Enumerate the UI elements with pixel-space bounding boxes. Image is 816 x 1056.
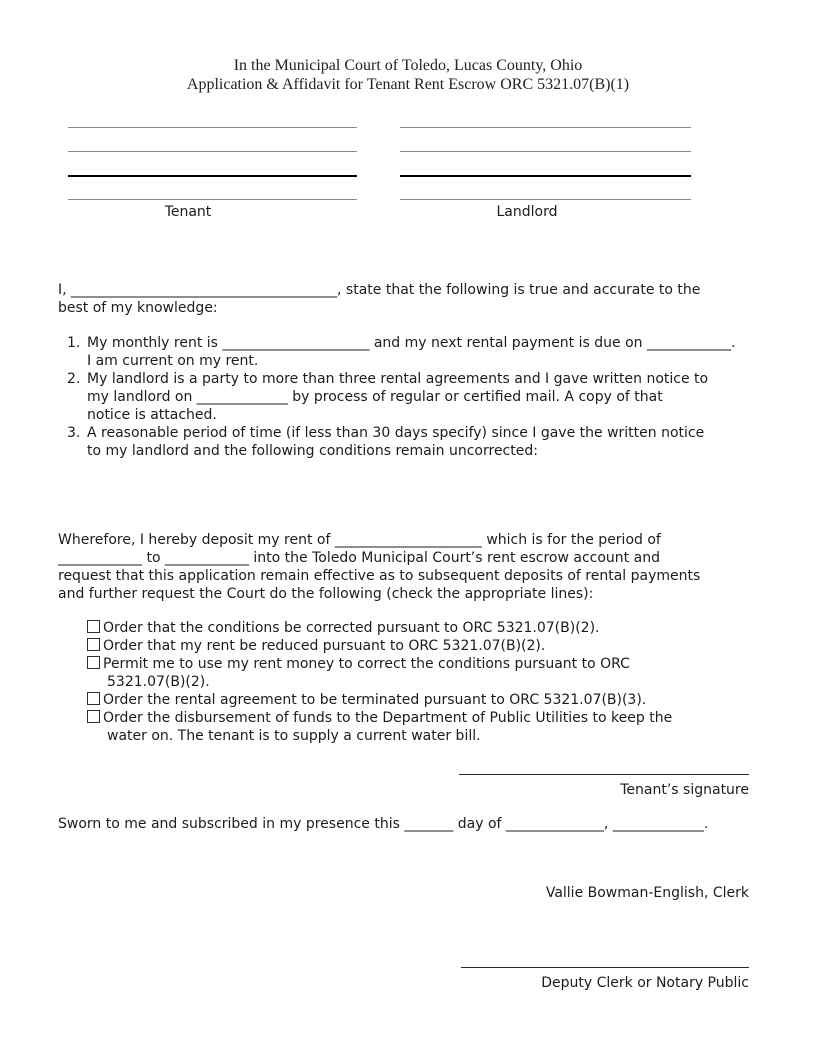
list-item-2-text: My landlord is a party to more than three rental agreements and I gave written notice to — [87, 371, 709, 387]
list-item-2-line-3: notice is attached. — [87, 407, 217, 423]
tenant-label: Tenant — [164, 204, 212, 220]
checkbox-permit-use-rent-icon[interactable] — [87, 656, 100, 669]
intro-line-1: I, ______________________________________, state that the following is true and accurate to the — [58, 282, 701, 298]
tenant-info-line-2[interactable] — [68, 151, 357, 152]
landlord-info-line-2[interactable] — [400, 151, 691, 152]
list-item-3-number: 3. — [67, 425, 81, 441]
numbered-statements — [58, 334, 735, 460]
tenant-signature-line[interactable] — [459, 774, 749, 775]
list-item-2-line-2: my landlord on _____________ by process of regular or certified mail. A copy of that — [87, 389, 663, 405]
intro-line-2: best of my knowledge: — [58, 300, 218, 316]
checkbox-conditions-corrected-icon[interactable] — [87, 620, 100, 633]
checkbox-item-disbursement-utilities — [87, 709, 672, 727]
checkbox-conditions-corrected-label: Order that the conditions be corrected pursuant to ORC 5321.07(B)(2). — [103, 620, 600, 636]
tenant-signature-label: Tenant’s signature — [620, 782, 749, 798]
checkbox-rent-reduced-label: Order that my rent be reduced pursuant to ORC 5321.07(B)(2). — [103, 638, 546, 654]
wherefore-line-1: Wherefore, I hereby deposit my rent of _____________________ which is for the period of — [58, 532, 661, 548]
list-item-1-text: My monthly rent is _____________________ and my next rental payment is due on ____________. — [87, 335, 736, 351]
list-item-3-text: A reasonable period of time (if less than 30 days specify) since I gave the written notice — [87, 425, 705, 441]
list-item-3-line-1 — [58, 424, 735, 442]
tenant-info-line-4[interactable] — [68, 199, 357, 200]
tenant-info-line-3[interactable] — [68, 175, 357, 177]
intro-paragraph — [58, 281, 700, 317]
notary-signature-line[interactable] — [461, 967, 749, 968]
list-item-1-line-2: I am current on my rent. — [87, 353, 259, 369]
list-item-2-number: 2. — [67, 371, 81, 387]
landlord-info-line-3[interactable] — [400, 175, 691, 177]
sworn-statement: Sworn to me and subscribed in my presence this _______ day of ______________, _____________. — [58, 816, 709, 832]
wherefore-paragraph — [58, 531, 700, 603]
checkbox-item-disbursement-utilities-wrap: water on. The tenant is to supply a current water bill. — [107, 728, 481, 744]
notary-label: Deputy Clerk or Notary Public — [541, 975, 749, 991]
list-item-3-line-2: to my landlord and the following conditions remain uncorrected: — [87, 443, 538, 459]
checkbox-disbursement-utilities-icon[interactable] — [87, 710, 100, 723]
checkbox-disbursement-utilities-label: Order the disbursement of funds to the Department of Public Utilities to keep the — [103, 710, 673, 726]
checkbox-item-permit-use-rent-wrap: 5321.07(B)(2). — [107, 674, 210, 690]
checkbox-agreement-terminated-label: Order the rental agreement to be terminated pursuant to ORC 5321.07(B)(3). — [103, 692, 647, 708]
document-title — [0, 56, 816, 94]
landlord-info-line-4[interactable] — [400, 199, 691, 200]
checkbox-item-agreement-terminated — [87, 691, 672, 709]
landlord-label: Landlord — [496, 204, 558, 220]
tenant-signature-block — [459, 774, 749, 799]
wherefore-line-2: ____________ to ____________ into the Toledo Municipal Court’s rent escrow account and — [58, 550, 660, 566]
checkbox-agreement-terminated-icon[interactable] — [87, 692, 100, 705]
checkbox-item-permit-use-rent — [87, 655, 672, 673]
checkbox-rent-reduced-icon[interactable] — [87, 638, 100, 651]
form-title-line: Application & Affidavit for Tenant Rent Escrow ORC 5321.07(B)(1) — [186, 76, 630, 93]
wherefore-line-3: request that this application remain effective as to subsequent deposits of rental payments — [58, 568, 701, 584]
clerk-name: Vallie Bowman-English, Clerk — [545, 885, 749, 901]
list-item-1-line-1 — [58, 334, 735, 352]
list-item-2-line-1 — [58, 370, 735, 388]
landlord-info-line-1[interactable] — [400, 127, 691, 128]
list-item-1-number: 1. — [67, 335, 81, 351]
court-title-line: In the Municipal Court of Toledo, Lucas County, Ohio — [233, 57, 583, 74]
checkbox-item-conditions-corrected — [87, 619, 672, 637]
notary-signature-block — [461, 967, 749, 992]
checkbox-requests — [87, 619, 672, 745]
checkbox-item-rent-reduced — [87, 637, 672, 655]
checkbox-permit-use-rent-label: Permit me to use my rent money to correct the conditions pursuant to ORC — [103, 656, 630, 672]
tenant-info-line-1[interactable] — [68, 127, 357, 128]
wherefore-line-4: and further request the Court do the following (check the appropriate lines): — [58, 586, 594, 602]
